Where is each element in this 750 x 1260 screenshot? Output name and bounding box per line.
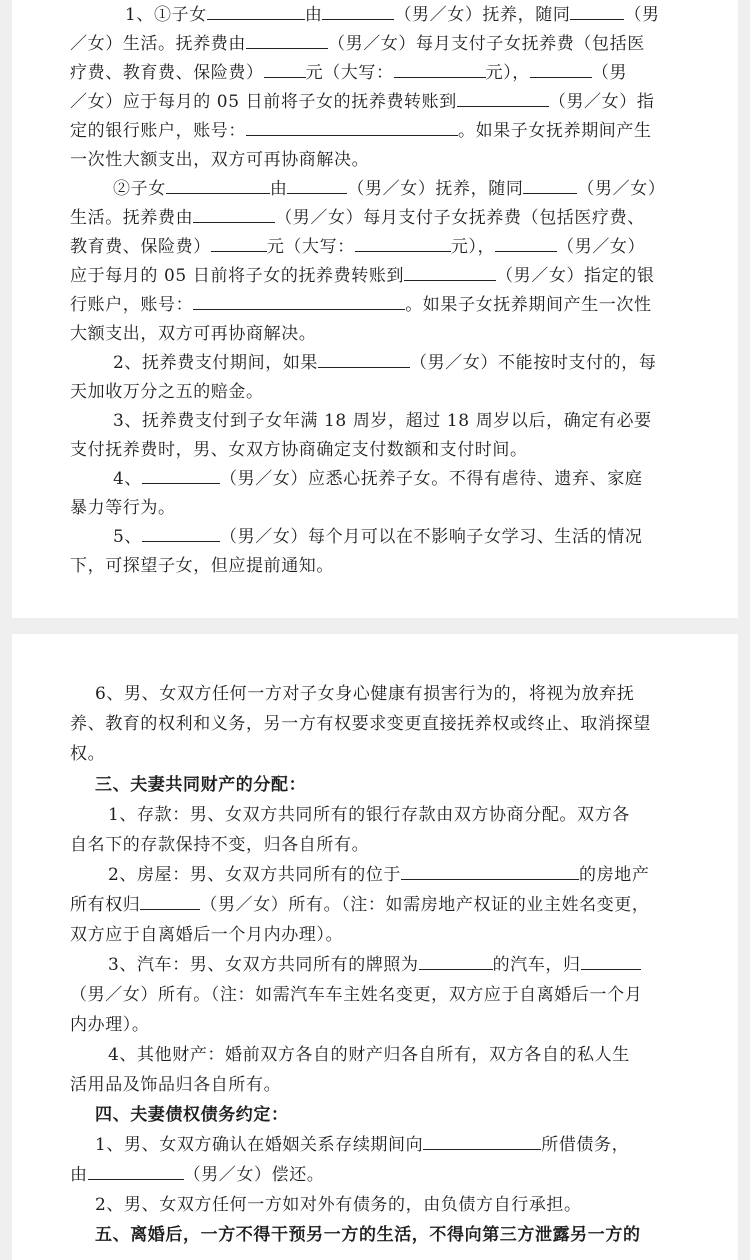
line-text: 教育费、保险费）	[70, 237, 211, 257]
text-line	[108, 865, 649, 885]
text-line	[70, 295, 652, 315]
line-text: （男／女）每月支付子女抚养费（包括医疗费、	[275, 208, 645, 228]
fill-in-blank[interactable]	[140, 895, 200, 910]
line-text: 4、其他财产：婚前双方各自的财产归各自所有，双方各自的私人生	[108, 1045, 630, 1065]
line-text: 一次性大额支出，双方可再协商解决。	[70, 150, 370, 170]
line-text: （男／女）每月支付子女抚养费（包括医	[328, 34, 645, 54]
text-line	[113, 469, 642, 489]
text-line	[70, 266, 654, 286]
text-line	[70, 556, 334, 576]
line-text: 。如果子女抚养期间产生	[458, 121, 652, 141]
line-text: 2、男、女双方任何一方如对外有债务的，由负债方自行承担。	[95, 1195, 582, 1215]
text-line	[108, 805, 630, 825]
line-text: 4、	[113, 469, 143, 489]
line-text: （男／女）所有。（注：如需房地产权证的业主姓名变更，	[200, 895, 650, 915]
text-line	[113, 353, 656, 373]
line-text: 所借债务，	[541, 1135, 630, 1155]
fill-in-blank[interactable]	[401, 865, 579, 880]
text-line	[95, 1195, 582, 1215]
fill-in-blank[interactable]	[142, 527, 220, 542]
line-text: 行账户，账号：	[70, 295, 194, 315]
line-text: 所有权归	[70, 895, 141, 915]
line-text: 活用品及饰品归各自所有。	[70, 1075, 282, 1095]
text-line	[70, 440, 528, 460]
line-text: 3、汽车：男、女双方共同所有的牌照为	[108, 955, 419, 975]
text-line	[113, 411, 652, 431]
line-text: （男	[624, 5, 660, 25]
fill-in-blank[interactable]	[166, 179, 270, 194]
line-text: 由	[70, 1165, 88, 1185]
fill-in-blank[interactable]	[495, 237, 557, 252]
fill-in-blank[interactable]	[318, 353, 410, 368]
line-text: 双方应于自离婚后一个月内办理）。	[70, 925, 344, 945]
fill-in-blank[interactable]	[322, 5, 394, 20]
line-text: 生活。抚养费由	[70, 208, 194, 228]
line-text: 养、教育的权利和义务，另一方有权要求变更直接抚养权或终止、取消探望	[70, 714, 651, 734]
line-text: 权。	[70, 744, 106, 764]
fill-in-blank[interactable]	[142, 469, 220, 484]
text-line	[70, 208, 645, 228]
text-line	[70, 92, 654, 112]
line-text: ／女）生活。抚养费由	[70, 34, 246, 54]
line-text: 由	[304, 5, 323, 25]
document-page-2	[12, 634, 738, 1260]
line-text: 2、房屋：男、女双方共同所有的位于	[108, 865, 402, 885]
line-text: 1、存款：男、女双方共同所有的银行存款由双方协商分配。双方各	[108, 805, 630, 825]
line-text: 元（大写：	[305, 63, 394, 83]
text-line	[70, 324, 316, 344]
text-line	[125, 5, 660, 25]
text-line	[113, 179, 665, 199]
line-text: 元（大写：	[266, 237, 355, 257]
fill-in-blank[interactable]	[246, 34, 328, 49]
text-line	[70, 895, 650, 915]
text-line	[95, 1225, 641, 1245]
fill-in-blank[interactable]	[419, 955, 493, 970]
text-line	[70, 150, 369, 170]
line-text: 四、夫妻债权债务约定：	[95, 1105, 289, 1125]
text-line	[108, 1045, 630, 1065]
fill-in-blank[interactable]	[211, 237, 267, 252]
fill-in-blank[interactable]	[394, 63, 486, 78]
line-text: 三、夫妻共同财产的分配：	[95, 775, 307, 795]
line-text: （男／女）不能按时支付的，每	[410, 353, 657, 373]
line-text: 2、抚养费支付期间，如果	[113, 353, 319, 373]
line-text: （男／女）指	[548, 92, 655, 112]
line-text: （男／女）抚养，随同	[394, 5, 571, 25]
fill-in-blank[interactable]	[523, 179, 577, 194]
fill-in-blank[interactable]	[207, 5, 305, 20]
line-text: （男	[591, 63, 628, 83]
line-text: 的汽车，归	[492, 955, 581, 975]
line-text: 疗费、教育费、保险费）	[70, 63, 264, 83]
line-text: 暴力等行为。	[70, 498, 176, 518]
fill-in-blank[interactable]	[530, 63, 592, 78]
text-line	[95, 1105, 289, 1125]
line-text: （男／女）	[557, 237, 646, 257]
line-text: ②子女	[113, 179, 166, 199]
text-line	[70, 744, 105, 764]
text-line	[70, 835, 369, 855]
text-line	[70, 1075, 281, 1095]
line-text: 支付抚养费时，男、女双方协商确定支付数额和支付时间。	[70, 440, 528, 460]
line-text: 3、抚养费支付到子女年满 18 周岁，超过 18 周岁以后，确定有必要	[113, 411, 652, 431]
text-line	[70, 63, 627, 83]
text-line	[70, 1015, 150, 1035]
text-line	[70, 382, 264, 402]
line-text: ／女）应于每月的 05 日前将子女的抚养费转账到	[70, 92, 457, 112]
line-text: （男／女）抚养，随同	[347, 179, 524, 199]
text-line	[70, 1165, 324, 1185]
text-line	[95, 775, 306, 795]
fill-in-blank[interactable]	[404, 266, 496, 281]
line-text: 定的银行账户，账号：	[70, 121, 246, 141]
text-line	[70, 985, 642, 1005]
line-text: 五、离婚后，一方不得干预另一方的生活，不得向第三方泄露另一方的	[95, 1225, 641, 1245]
line-text: 大额支出，双方可再协商解决。	[70, 324, 317, 344]
fill-in-blank[interactable]	[355, 237, 451, 252]
fill-in-blank[interactable]	[423, 1135, 541, 1150]
fill-in-blank[interactable]	[264, 63, 306, 78]
line-text: （男／女）所有。（注：如需汽车车主姓名变更，双方应于自离婚后一个月	[70, 985, 643, 1005]
line-text: （男／女）每个月可以在不影响子女学习、生活的情况	[220, 527, 643, 547]
line-text: 元），	[450, 237, 496, 257]
text-line	[70, 34, 645, 54]
fill-in-blank[interactable]	[457, 92, 549, 107]
line-text: 1、①子女	[125, 5, 207, 25]
fill-in-blank[interactable]	[570, 5, 624, 20]
text-line	[108, 955, 641, 975]
text-line	[113, 527, 642, 547]
line-text: 。如果子女抚养期间产生一次性	[405, 295, 652, 315]
text-line	[70, 121, 652, 141]
fill-in-blank[interactable]	[193, 295, 405, 310]
line-text: 应于每月的 05 日前将子女的抚养费转账到	[70, 266, 405, 286]
line-text: 自名下的存款保持不变，归各自所有。	[70, 835, 370, 855]
text-line	[70, 237, 645, 257]
text-line	[70, 498, 176, 518]
line-text: （男／女）偿还。	[183, 1165, 325, 1185]
line-text: （男／女）应悉心抚养子女。不得有虐待、遗弃、家庭	[220, 469, 643, 489]
fill-in-blank[interactable]	[193, 208, 275, 223]
text-line	[70, 714, 651, 734]
line-text: （男／女）指定的银	[496, 266, 655, 286]
document-page-1	[12, 0, 738, 618]
fill-in-blank[interactable]	[246, 121, 458, 136]
line-text: 由	[269, 179, 288, 199]
fill-in-blank[interactable]	[88, 1165, 184, 1180]
line-text: 的房地产	[579, 865, 650, 885]
text-line	[95, 684, 634, 704]
line-text: 1、男、女双方确认在婚姻关系存续期间向	[95, 1135, 424, 1155]
fill-in-blank[interactable]	[287, 179, 347, 194]
line-text: 内办理）。	[70, 1015, 150, 1035]
line-text: 5、	[113, 527, 143, 547]
line-text: 下，可探望子女，但应提前通知。	[70, 556, 334, 576]
line-text: 6、男、女双方任何一方对子女身心健康有损害行为的，将视为放弃抚	[95, 684, 635, 704]
text-line	[95, 1135, 629, 1155]
fill-in-blank[interactable]	[581, 955, 641, 970]
line-text: 天加收万分之五的赔金。	[70, 382, 264, 402]
line-text: 元），	[485, 63, 530, 83]
line-text: （男／女）	[577, 179, 666, 199]
text-line	[70, 925, 343, 945]
